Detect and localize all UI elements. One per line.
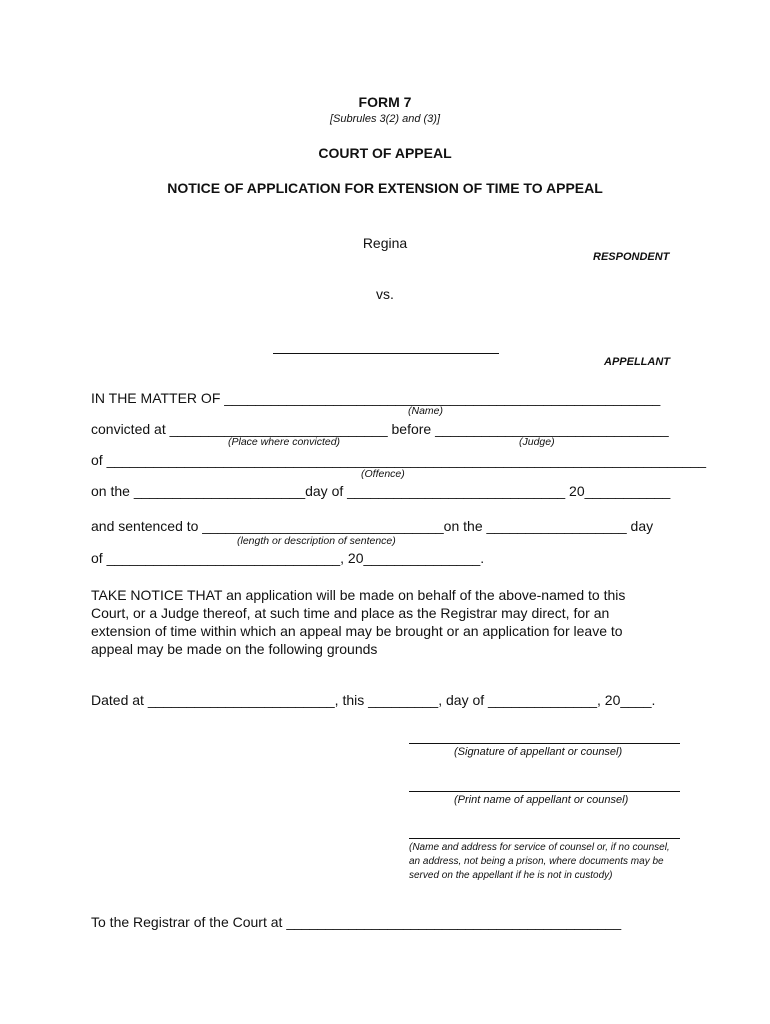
in-the-matter-line[interactable]: IN THE MATTER OF ________________________________________________________: [91, 390, 661, 406]
respondent-label: RESPONDENT: [593, 251, 670, 263]
respondent-name: Regina: [362, 235, 408, 251]
appellant-name-blank[interactable]: [273, 353, 499, 354]
notice-title: NOTICE OF APPLICATION FOR EXTENSION OF TIME TO APPEAL: [167, 180, 603, 196]
convicted-line[interactable]: convicted at ____________________________ before ______________________________: [91, 421, 669, 437]
address-blank[interactable]: [409, 838, 680, 839]
signature-caption: (Signature of appellant or counsel): [454, 746, 623, 758]
registrar-line[interactable]: To the Registrar of the Court at ___________________________________________: [91, 914, 622, 930]
name-caption: (Name): [408, 405, 444, 417]
offence-line[interactable]: of _____________________________________________________________________________: [91, 452, 707, 468]
form-number: FORM 7: [358, 94, 412, 110]
conviction-date-line[interactable]: on the ______________________day of ____________________________ 20___________: [91, 483, 671, 499]
address-caption: (Name and address for service of counsel or, if no counsel, an address, not being a prison, where documents may be served on the appellant if he is not in custody): [409, 842, 670, 881]
dated-at-line[interactable]: Dated at ________________________, this _________, day of ______________, 20____.: [91, 692, 656, 708]
take-notice-paragraph: TAKE NOTICE THAT an application will be made on behalf of the above-named to this Court, or a Judge thereof, at such time and place as the Registrar may direct, for an extension of time within which an appeal may be brought or an application for leave to appeal may be made on the following grounds: [91, 587, 626, 657]
print-name-caption: (Print name of appellant or counsel): [454, 794, 629, 806]
offence-caption: (Offence): [361, 468, 405, 480]
sentenced-line[interactable]: and sentenced to _______________________________on the __________________ day: [91, 518, 654, 534]
appellant-label: APPELLANT: [604, 356, 670, 368]
court-name: COURT OF APPEAL: [318, 145, 452, 161]
print-name-blank[interactable]: [409, 791, 680, 792]
versus-text: vs.: [376, 286, 394, 302]
sentence-date-line[interactable]: of ______________________________, 20_______________.: [91, 550, 485, 566]
subrules-reference: [Subrules 3(2) and (3)]: [329, 113, 441, 125]
signature-blank[interactable]: [409, 743, 680, 744]
sentence-caption: (length or description of sentence): [237, 535, 396, 547]
place-caption: (Place where convicted): [228, 436, 341, 448]
judge-caption: (Judge): [519, 436, 555, 448]
